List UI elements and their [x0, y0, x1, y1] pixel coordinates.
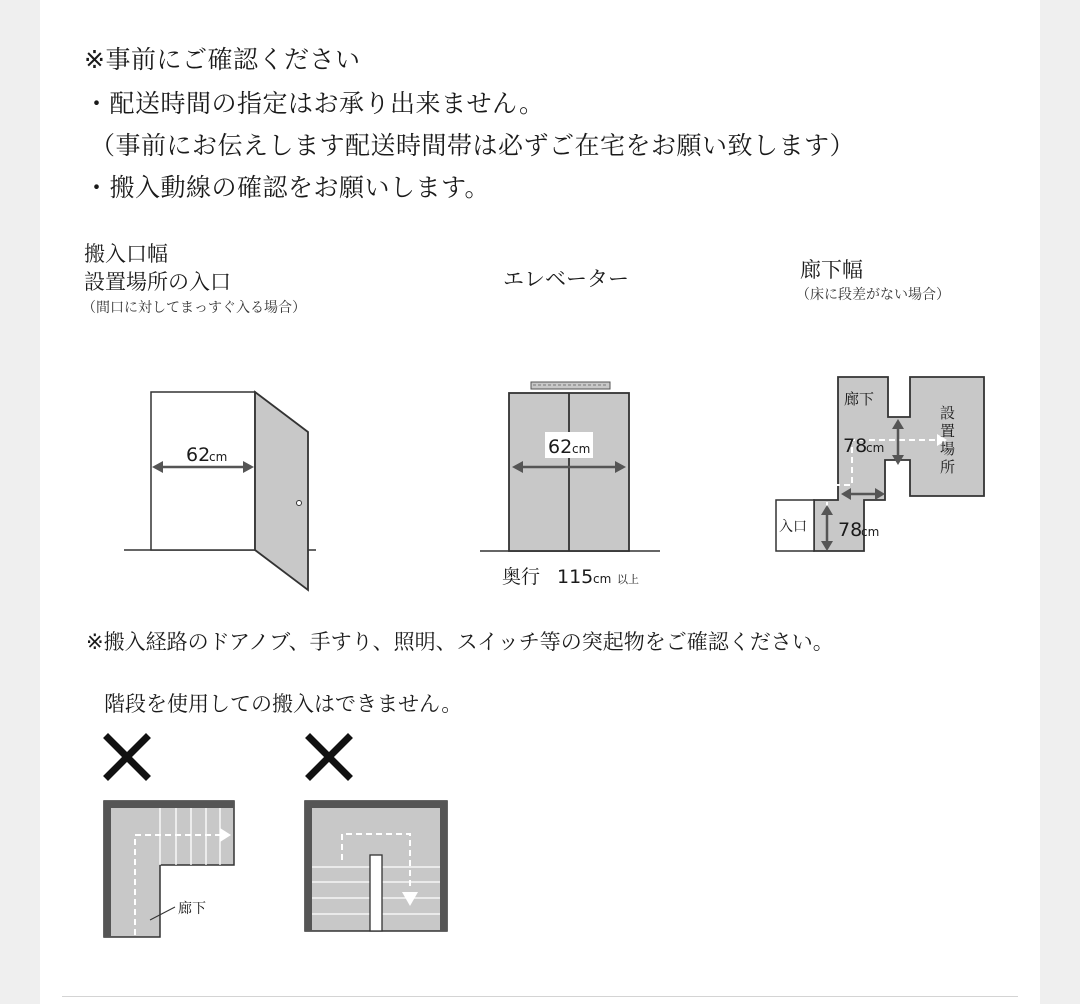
protrusion-note: ※搬入経路のドアノブ、手すり、照明、スイッチ等の突起物をご確認ください。: [86, 630, 834, 654]
door-sub-label: （間口に対してまっすぐ入る場合）: [82, 300, 306, 316]
corridor-room-char-4: 所: [940, 458, 956, 476]
notice-heading: ※事前にご確認ください: [84, 45, 361, 74]
stair-u-shaped-diagram: [305, 801, 447, 931]
corridor-room-char-2: 置: [940, 422, 956, 440]
door-width-value: 62: [186, 444, 211, 466]
bottom-divider: [62, 996, 1018, 997]
elevator-depth-suffix: 以上: [617, 573, 639, 586]
elevator-depth-value: 115: [557, 566, 594, 588]
corridor-width1-value: 78: [843, 435, 868, 457]
corridor-sub-label: （床に段差がない場合）: [796, 287, 950, 303]
elevator-label: エレベーター: [503, 267, 629, 291]
corridor-entrance-text: 入口: [779, 519, 807, 535]
corridor-width2-unit: cm: [861, 525, 880, 539]
elevator-depth-unit: cm: [593, 572, 612, 586]
elevator-depth-label: 奥行: [502, 566, 541, 588]
corridor-room-char-1: 設: [940, 404, 956, 422]
prohibited-mark-1-icon: [108, 738, 146, 776]
notice-line-1: ・配送時間の指定はお承り出来ません。: [84, 89, 545, 118]
notice-line-2: （事前にお伝えします配送時間帯は必ずご在宅をお願い致します）: [90, 131, 856, 160]
stair-hall-text: 廊下: [178, 901, 206, 917]
corridor-label: 廊下幅: [800, 258, 863, 282]
elevator-width-unit: cm: [572, 442, 591, 456]
corridor-width2-value: 78: [838, 519, 863, 541]
prohibited-mark-2-icon: [310, 738, 348, 776]
notice-line-3: ・搬入動線の確認をお願いします。: [84, 173, 491, 202]
corridor-width1-unit: cm: [866, 441, 885, 455]
stair-l-shaped-diagram: [104, 801, 234, 937]
elevator-width-value: 62: [548, 436, 573, 458]
door-width-unit: cm: [209, 450, 228, 464]
corridor-hall-text: 廊下: [844, 390, 875, 408]
door-label-1: 搬入口幅: [84, 242, 168, 266]
corridor-room-char-3: 場: [940, 440, 956, 458]
stairs-note: 階段を使用しての搬入はできません。: [104, 692, 463, 716]
door-label-2: 設置場所の入口: [84, 270, 231, 294]
